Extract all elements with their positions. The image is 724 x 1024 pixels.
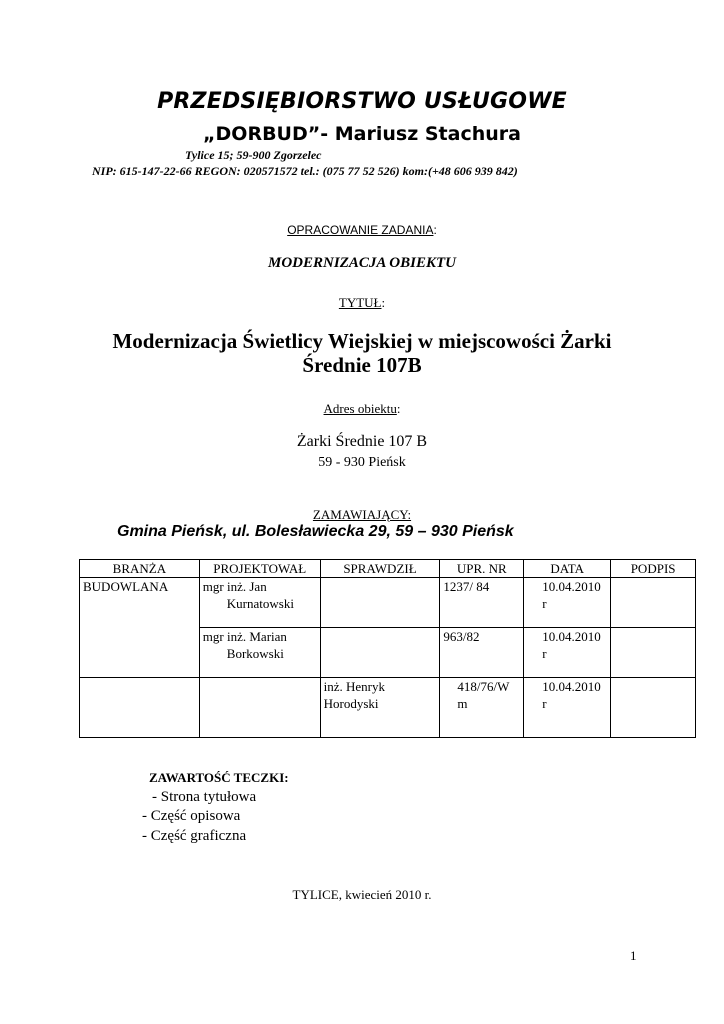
- client-label: ZAMAWIAJĄCY:: [312, 507, 412, 522]
- table-row: [80, 678, 696, 738]
- contents-item: - Część graficzna: [142, 828, 247, 844]
- company-name: PRZEDSIĘBIORSTWO USŁUGOWE: [157, 89, 567, 114]
- object-address-line2: 59 - 930 Pieńsk: [318, 455, 406, 470]
- table-cell: 10.04.2010 r: [524, 578, 611, 628]
- table-cell: [80, 678, 200, 738]
- object-address-label: Adres obiektu:: [323, 401, 401, 416]
- company-address: Tylice 15; 59-900 Zgorzelec: [185, 148, 322, 162]
- approval-table: [79, 559, 696, 738]
- table-header-cell: BRANŻA: [80, 560, 200, 578]
- firm-name: „DORBUD”- Mariusz Stachura: [203, 123, 521, 145]
- table-cell: [320, 628, 440, 678]
- table-cell: 963/82: [440, 628, 524, 678]
- table-header-cell: PROJEKTOWAŁ: [199, 560, 320, 578]
- table-cell: mgr inż. Marian Borkowski: [199, 628, 320, 678]
- table-cell: BUDOWLANA: [80, 578, 200, 678]
- table-cell: inż. Henryk Horodyski: [320, 678, 440, 738]
- page-number: 1: [630, 948, 637, 963]
- task-value: MODERNIZACJA OBIEKTU: [268, 255, 456, 271]
- contents-item: - Strona tytułowa: [152, 789, 257, 805]
- table-row: [80, 578, 696, 628]
- title-label: TYTUŁ:: [338, 295, 386, 310]
- table-cell: 418/76/W m: [440, 678, 524, 738]
- document-title: [0, 329, 724, 377]
- document-title-line1: Modernizacja Świetlicy Wiejskiej w miejscowości Żarki: [112, 329, 612, 353]
- table-cell: 10.04.2010 r: [524, 628, 611, 678]
- table-header-row: [80, 560, 696, 578]
- table-cell: mgr inż. Jan Kurnatowski: [199, 578, 320, 628]
- table-cell: 1237/ 84: [440, 578, 524, 628]
- contents-heading: ZAWARTOŚĆ TECZKI:: [149, 770, 289, 785]
- document-title-line2: Średnie 107B: [302, 353, 422, 377]
- company-identifiers: NIP: 615-147-22-66 REGON: 020571572 tel.: (075 77 52 526) kom:(+48 606 939 842): [92, 164, 518, 178]
- table-cell: [611, 628, 696, 678]
- table-cell: [199, 678, 320, 738]
- table-cell: 10.04.2010 r: [524, 678, 611, 738]
- table-cell: [611, 578, 696, 628]
- table-cell: [611, 678, 696, 738]
- contents-item: - Część opisowa: [142, 808, 241, 824]
- client-value: Gmina Pieńsk, ul. Bolesławiecka 29, 59 – 930 Pieńsk: [117, 523, 514, 540]
- table-header-cell: PODPIS: [611, 560, 696, 578]
- object-address-line1: Żarki Średnie 107 B: [296, 433, 428, 450]
- table-header-cell: UPR. NR: [440, 560, 524, 578]
- task-label: OPRACOWANIE ZADANIA:: [287, 223, 437, 237]
- table-cell: [320, 578, 440, 628]
- table-header-cell: SPRAWDZIŁ: [320, 560, 440, 578]
- table-header-cell: DATA: [524, 560, 611, 578]
- place-and-date: TYLICE, kwiecień 2010 r.: [292, 887, 432, 902]
